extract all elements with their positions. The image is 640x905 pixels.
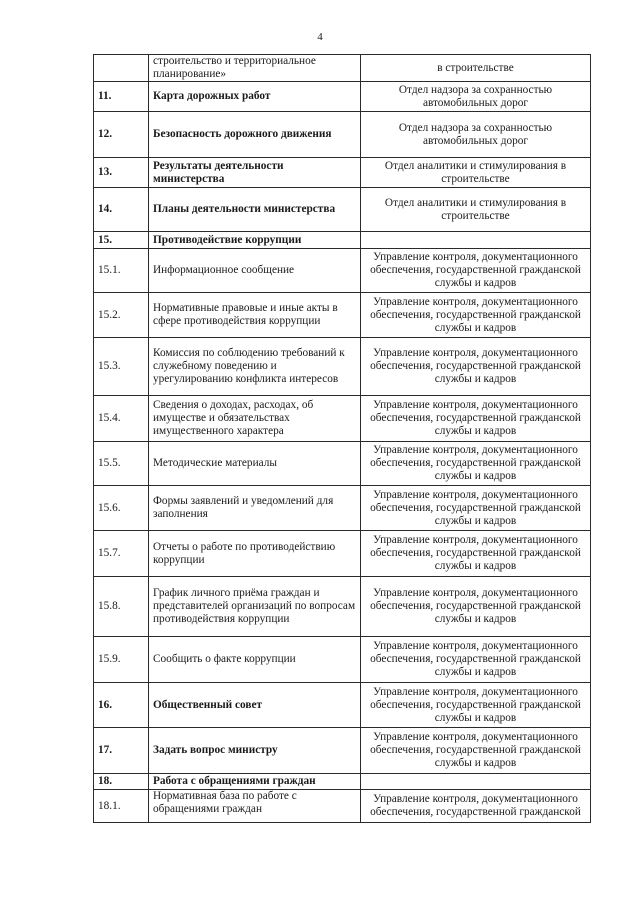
responsible-department: Управление контроля, документационного обеспечения, государственной гражданской службы и кадров xyxy=(361,442,591,486)
sections-table-body xyxy=(94,55,591,823)
section-number: 17. xyxy=(94,728,149,774)
section-title: строительство и территориальное планирование» xyxy=(149,55,361,82)
table-row xyxy=(94,637,591,683)
responsible-department: Управление контроля, документационного обеспечения, государственной гражданской службы и кадров xyxy=(361,728,591,774)
table-row xyxy=(94,82,591,112)
section-title: Безопасность дорожного движения xyxy=(149,112,361,158)
section-number: 18. xyxy=(94,774,149,790)
section-number: 15.9. xyxy=(94,637,149,683)
table-row xyxy=(94,338,591,396)
section-number: 18.1. xyxy=(94,790,149,823)
section-number: 15.4. xyxy=(94,396,149,442)
section-number: 14. xyxy=(94,188,149,232)
table-row xyxy=(94,442,591,486)
section-number: 16. xyxy=(94,683,149,728)
responsible-department: в строительстве xyxy=(361,55,591,82)
responsible-department: Управление контроля, документационного обеспечения, государственной гражданской службы и кадров xyxy=(361,531,591,577)
table-row xyxy=(94,396,591,442)
section-number: 15.7. xyxy=(94,531,149,577)
section-title: Общественный совет xyxy=(149,683,361,728)
section-title: Отчеты о работе по противодействию коррупции xyxy=(149,531,361,577)
responsible-department: Управление контроля, документационного обеспечения, государственной гражданской службы и кадров xyxy=(361,293,591,338)
section-number: 15.6. xyxy=(94,486,149,531)
table-row xyxy=(94,774,591,790)
section-title: Результаты деятельности министерства xyxy=(149,158,361,188)
page-number: 4 xyxy=(317,31,323,43)
section-title: Работа с обращениями граждан xyxy=(149,774,361,790)
table-row xyxy=(94,55,591,82)
section-number: 15. xyxy=(94,232,149,249)
section-number: 15.5. xyxy=(94,442,149,486)
responsible-department xyxy=(361,232,591,249)
table-row xyxy=(94,249,591,293)
responsible-department: Управление контроля, документационного обеспечения, государственной гражданской службы и кадров xyxy=(361,683,591,728)
table-row xyxy=(94,232,591,249)
table-row xyxy=(94,158,591,188)
table-row xyxy=(94,112,591,158)
responsible-department xyxy=(361,774,591,790)
table-row xyxy=(94,728,591,774)
section-title: Сообщить о факте коррупции xyxy=(149,637,361,683)
section-title: Формы заявлений и уведомлений для заполнения xyxy=(149,486,361,531)
responsible-department: Управление контроля, документационного обеспечения, государственной гражданской службы и кадров xyxy=(361,249,591,293)
section-title: Сведения о доходах, расходах, об имуществе и обязательствах имущественного характера xyxy=(149,396,361,442)
section-number: 15.8. xyxy=(94,577,149,637)
section-title: Противодействие коррупции xyxy=(149,232,361,249)
section-title: Нормативная база по работе с обращениями граждан xyxy=(149,790,361,823)
section-title: Комиссия по соблюдению требований к служебному поведению и урегулированию конфликта интересов xyxy=(149,338,361,396)
section-number: 15.2. xyxy=(94,293,149,338)
table-row xyxy=(94,790,591,823)
section-number: 15.3. xyxy=(94,338,149,396)
sections-table xyxy=(93,54,591,823)
responsible-department: Управление контроля, документационного обеспечения, государственной гражданской службы и кадров xyxy=(361,396,591,442)
responsible-department: Отдел надзора за сохранностью автомобильных дорог xyxy=(361,82,591,112)
section-number: 12. xyxy=(94,112,149,158)
section-title: Карта дорожных работ xyxy=(149,82,361,112)
table-row xyxy=(94,531,591,577)
section-title: Информационное сообщение xyxy=(149,249,361,293)
table-row xyxy=(94,577,591,637)
section-title: Задать вопрос министру xyxy=(149,728,361,774)
table-row xyxy=(94,188,591,232)
table-row xyxy=(94,293,591,338)
responsible-department: Управление контроля, документационного обеспечения, государственной гражданской службы и кадров xyxy=(361,338,591,396)
responsible-department: Управление контроля, документационного обеспечения, государственной гражданской службы и кадров xyxy=(361,486,591,531)
responsible-department: Управление контроля, документационного обеспечения, государственной гражданской службы и кадров xyxy=(361,637,591,683)
section-number: 11. xyxy=(94,82,149,112)
section-number: 13. xyxy=(94,158,149,188)
section-title: Планы деятельности министерства xyxy=(149,188,361,232)
section-title: Методические материалы xyxy=(149,442,361,486)
table-row xyxy=(94,683,591,728)
responsible-department: Отдел аналитики и стимулирования в строительстве xyxy=(361,188,591,232)
responsible-department: Управление контроля, документационного обеспечения, государственной гражданской xyxy=(361,790,591,823)
section-number xyxy=(94,55,149,82)
responsible-department: Отдел аналитики и стимулирования в строительстве xyxy=(361,158,591,188)
responsible-department: Управление контроля, документационного обеспечения, государственной гражданской службы и кадров xyxy=(361,577,591,637)
section-number: 15.1. xyxy=(94,249,149,293)
table-row xyxy=(94,486,591,531)
section-title: График личного приёма граждан и представителей организаций по вопросам противодействия коррупции xyxy=(149,577,361,637)
section-title: Нормативные правовые и иные акты в сфере противодействия коррупции xyxy=(149,293,361,338)
responsible-department: Отдел надзора за сохранностью автомобильных дорог xyxy=(361,112,591,158)
